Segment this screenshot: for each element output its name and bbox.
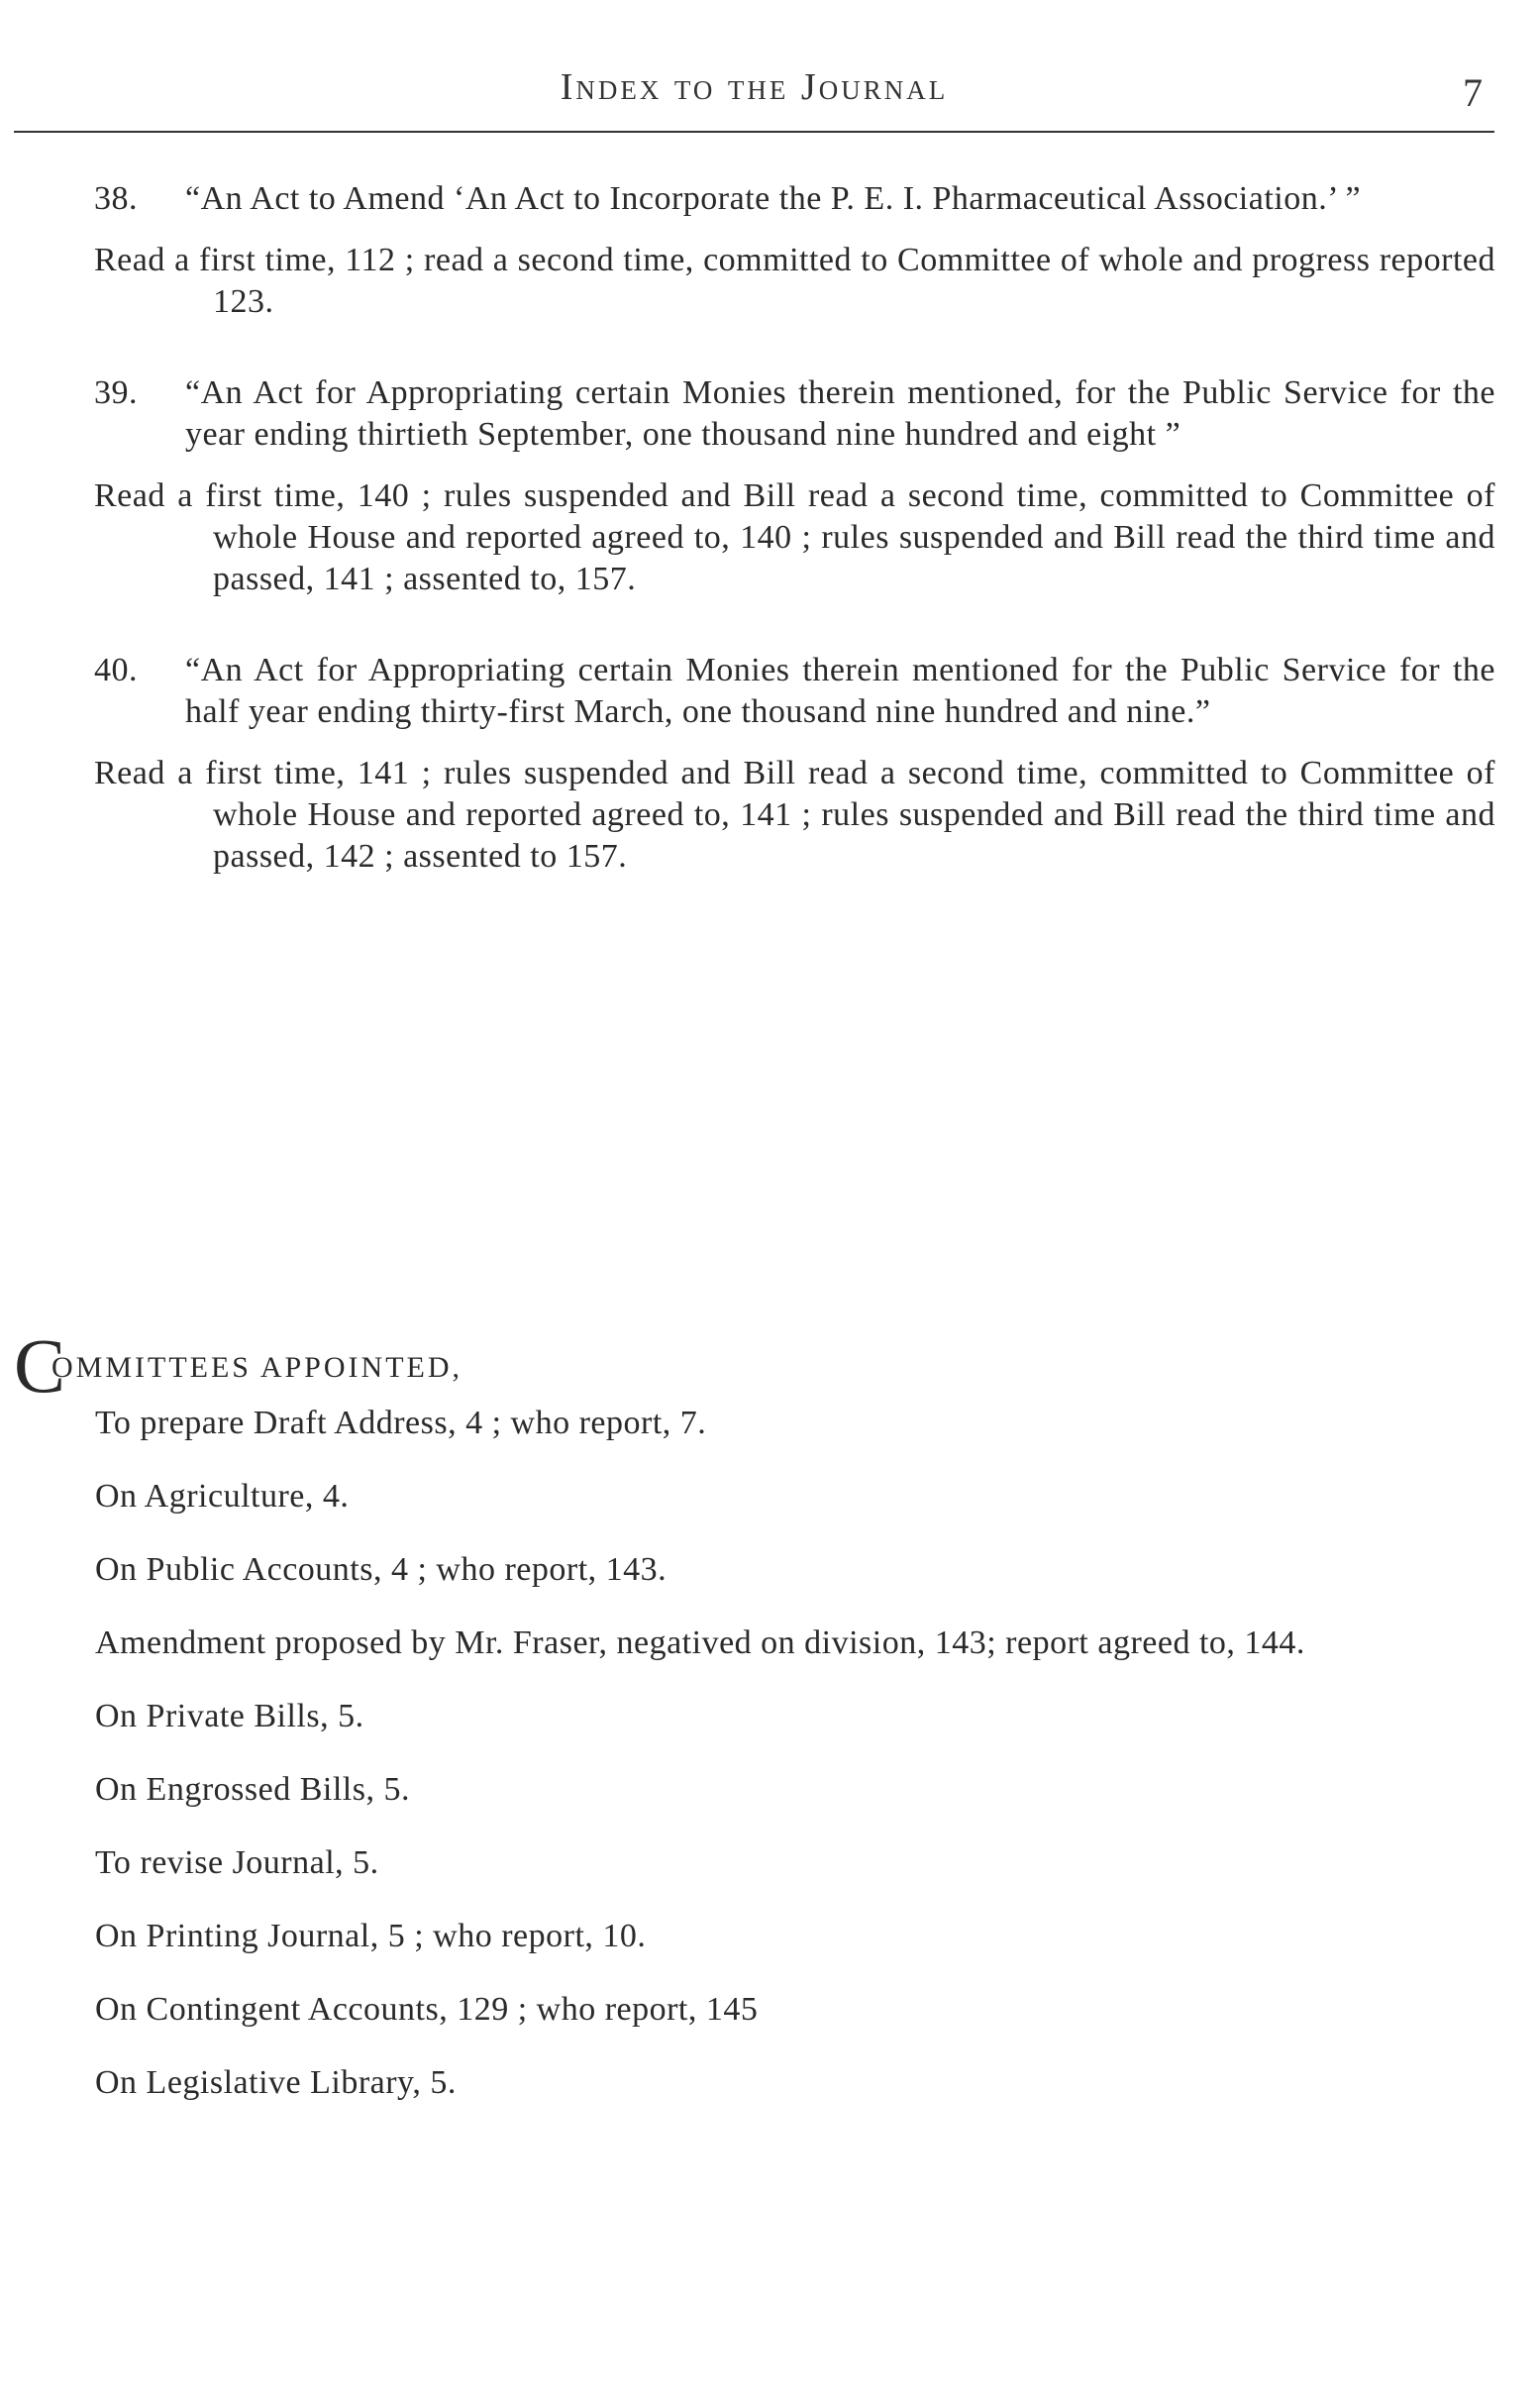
committee-item: On Legislative Library, 5. [95,2064,457,2101]
committees-section [14,1322,1494,2136]
bill-title [94,650,1495,733]
bill-proceedings: Read a first time, 140 ; rules suspended and Bill read a second time, committed to Committee of whole House and reported agreed to, 140 ; rules suspended and Bill read the third time and passed, 141 ; assented to, 157. [94,477,1495,597]
bill-entry [94,650,1495,878]
bill-number: 39. [94,374,138,411]
page-header [14,65,1494,133]
bill-title-text: “An Act to Amend ‘An Act to Incorporate the P. E. I. Pharmaceutical Association.’ ” [185,180,1362,217]
bill-number: 40. [94,652,138,688]
bill-proceedings: Read a first time, 112 ; read a second time, committed to Committee of whole and progress reported 123. [94,242,1495,320]
committee-item: On Printing Journal, 5 ; who report, 10. [95,1918,647,1954]
committee-item: Amendment proposed by Mr. Fraser, negatived on division, 143; report agreed to, 144. [95,1624,1305,1661]
section-heading [14,1322,1494,1409]
bill-title-text: “An Act for Appropriating certain Monies therein mentioned for the Public Service for the half year ending thirty-first March, one thousand nine hundred and nine.” [185,652,1495,730]
committee-item: On Engrossed Bills, 5. [95,1771,410,1808]
bill-entry [94,372,1495,600]
committee-item: On Agriculture, 4. [95,1478,350,1515]
committee-list [14,1403,1494,2104]
bill-title [94,372,1495,456]
bills-section [94,178,1495,927]
bill-entry [94,178,1495,323]
heading-drop-cap: C [14,1322,66,1409]
bill-number: 38. [94,180,138,217]
committee-item: On Contingent Accounts, 129 ; who report, 145 [95,1991,759,2028]
committee-item: To prepare Draft Address, 4 ; who report, 7. [95,1405,707,1441]
committee-item: To revise Journal, 5. [95,1844,379,1881]
bill-title [94,178,1495,220]
bill-proceedings: Read a first time, 141 ; rules suspended and Bill read a second time, committed to Committee of whole House and reported agreed to, 141 ; rules suspended and Bill read the third time and passed, 142 ; assented to 157. [94,755,1495,875]
page-number: 7 [1463,70,1483,115]
running-title: Index to the Journal [560,66,949,108]
heading-text: OMMITTEES APPOINTED, [51,1351,463,1384]
committee-item: On Public Accounts, 4 ; who report, 143. [95,1551,667,1588]
bill-title-text: “An Act for Appropriating certain Monies therein mentioned, for the Public Service for the year ending thirtieth September, one thousand nine hundred and eight ” [185,374,1495,453]
committee-item: On Private Bills, 5. [95,1698,364,1734]
